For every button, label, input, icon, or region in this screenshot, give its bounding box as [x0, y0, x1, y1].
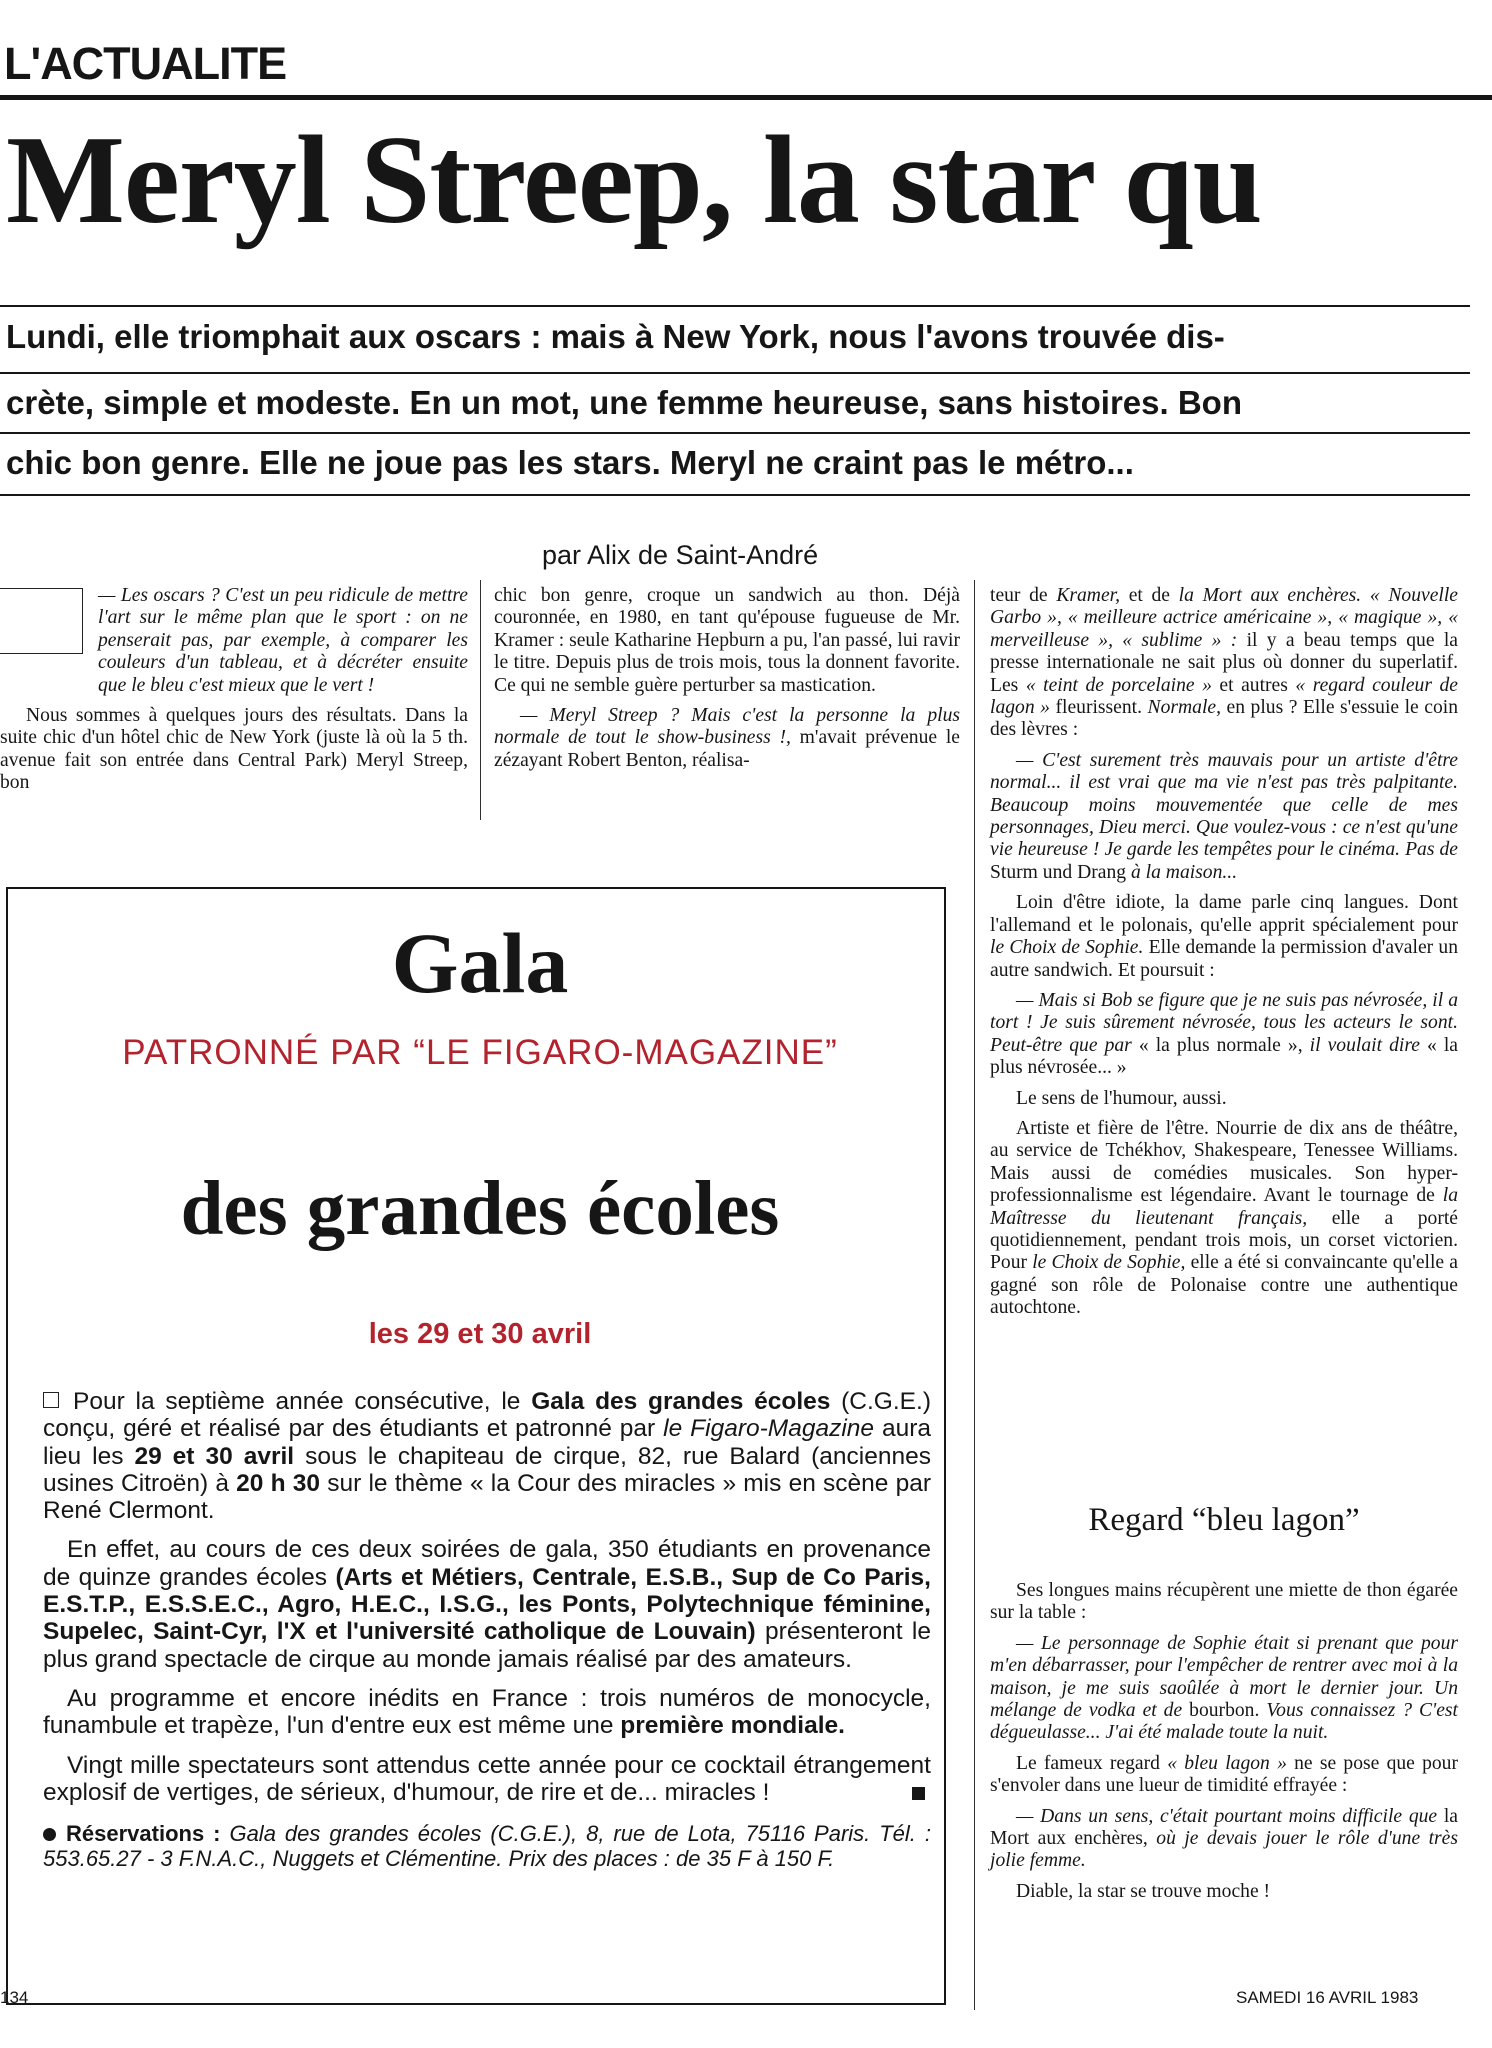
article-col2-p1: chic bon genre, croque un sandwich au thon. Déjà couronnée, en 1980, en tant qu'épouse fugueuse de Mr. Kramer : seule Katharine Hepburn a pu, l'an passé, lui ravir le titre. Depuis plus de trois mois, tous la donnent favorite. Ce qui ne semble guère perturber sa mastication. [494, 585, 960, 696]
article-col3-p3: Loin d'être idiote, la dame parle cinq langues. Dont l'allemand et le polonais, qu'elle apprit spécialement pour le Choix de Sophie. Elle demande la permission d'avaler un autre sandwich. Et poursuit : [990, 892, 1459, 981]
article-col3-p4: — Mais si Bob se figure que je ne suis pas névrosée, il a tort ! Je suis sûrement névrosée, tous les acteurs le sont. Peut-être que par « la plus normale », il voulait dire « la plus névrosée... » [990, 989, 1458, 1079]
gala-p2: En effet, au cours de ces deux soirées de gala, 350 étudiants en provenance de quinze grandes écoles (Arts et Métiers, Centrale, E.S.B., Sup de Co Paris, E.S.T.P., E.S.S.E.C., Agro, H.E.C., I.S.G., les Ponts, Polytechnique féminine, Supelec, Saint-Cyr, l'X et l'université catholique de Louvain) présenteront le plus grand spectacle de cirque au monde jamais réalisé par des amateurs. [43, 1536, 931, 1673]
article-col3b-p3: Le fameux regard « bleu lagon » ne se pose que pour s'envoler dans une lueur de timidité effrayée : [990, 1752, 1459, 1797]
open-square-icon [43, 1392, 59, 1408]
section-label: L'ACTUALITE [4, 38, 287, 89]
standfirst-rule-top [0, 305, 1470, 307]
standfirst-rule-bottom [0, 494, 1470, 496]
gala-p1: Pour la septième année consécutive, le Gala des grandes écoles (C.G.E.) conçu, géré et réalisé par des étudiants et patronné par le Figaro-Magazine aura lieu les 29 et 30 avril sous le chapiteau de cirque, 82, rue Balard (anciennes usines Citroën) à 20 h 30 sur le thème « la Cour des miracles » mis en scène par René Clermont. [43, 1388, 932, 1525]
gala-patron-line: PATRONNÉ PAR “LE FIGARO-MAGAZINE” [122, 1033, 838, 1072]
page-number: 134 [0, 1988, 29, 2007]
article-col3b-p5: Diable, la star se trouve moche ! [1016, 1880, 1271, 1902]
gala-dates: les 29 et 30 avril [368, 1318, 592, 1350]
gala-p4: Vingt mille spectateurs sont attendus cette année pour ce cocktail étrangement explosif de vertiges, de sérieux, d'humour, de rire et de... miracles ! [43, 1751, 931, 1806]
issue-date: SAMEDI 16 AVRIL 1983 [1236, 1988, 1419, 2007]
article-col1-p2: Nous sommes à quelques jours des résultats. Dans la suite chic d'un hôtel chic de New York (juste là où la 5 th. avenue fait son entrée dans Central Park) Meryl Streep, bon [0, 705, 468, 794]
article-column-2 [494, 585, 960, 772]
drop-cap-box [0, 588, 83, 654]
article-col3-p6: Artiste et fière de l'être. Nourrie de dix ans de théâtre, au service de Tchékhov, Shakespeare, Tenessee Williams. Mais aussi de comédies musicales. Son hyper-professionnalisme est légendaire. Avant le tournage de la Maîtresse du lieutenant français, elle a porté quotidiennement, pendant trois mois, un corset victorien. Pour le Choix de Sophie, elle a été si convaincante qu'elle a gagné son rôle de Polonaise contre une authentique autochtone. [990, 1117, 1458, 1319]
article-col3-p5: Le sens de l'humour, aussi. [1016, 1087, 1227, 1109]
headline: Meryl Streep, la star qu [6, 111, 1262, 250]
standfirst-line-2: crète, simple et modeste. En un mot, une femme heureuse, sans histoires. Bon [6, 384, 1243, 421]
article-col3b-p1: Ses longues mains récupèrent une miette de thon égarée sur la table : [990, 1580, 1458, 1624]
gala-p3: Au programme et encore inédits en France : trois numéros de monocycle, funambule et trapèze, l'un d'entre eux est même une première mondiale. [43, 1684, 931, 1740]
byline: par Alix de Saint-André [542, 540, 819, 570]
article-col3-p1: teur de Kramer, et de la Mort aux enchères. « Nouvelle Garbo », « meilleure actrice américaine », « magique », « merveilleuse », « sublime » : il y a beau temps que la presse internationale ne sait plus où donner du superlatif. Les « teint de porcelaine » et autres « regard couleur de lagon » fleurissent. Normale, en plus ? Elle s'essuie le coin des lèvres : [990, 585, 1458, 741]
article-col3b-p2: — Le personnage de Sophie était si prenant que pour m'en débarrasser, pour l'empêcher de rentrer avec moi à la maison, je me suis saoûlée à mort le dernier jour. Un mélange de vodka et de bourbon. Vous connaissez ? C'est dégueulasse... J'ai été malade toute la nuit. [990, 1632, 1458, 1744]
article-column-3-continued [990, 1580, 1458, 1903]
article-subhead: Regard “bleu lagon” [1088, 1502, 1360, 1538]
article-col3b-p4: — Dans un sens, c'était pourtant moins difficile que la Mort aux enchères, où je devais jouer le rôle d'une très jolie femme. [990, 1805, 1458, 1872]
article-column-3 [990, 585, 1458, 1320]
article-col3-p2: — C'est surement très mauvais pour un artiste d'être normal... il est vrai que ma vie n'est pas très palpitante. Beaucoup moins mouvementée que celle de mes personnages, Dieu merci. Que voulez-vous : ce n'est qu'une vie heureuse ! Je garde les tempêtes pour le cinéma. Pas de Sturm und Drang à la maison... [990, 749, 1458, 883]
gala-ecoles-title: des grandes écoles [180, 1165, 780, 1251]
article-col1-p1: — Les oscars ? C'est un peu ridicule de mettre l'art sur le même plan que le sport : on ne penserait pas, par exemple, à comparer les couleurs d'un tableau, et à décréter ensuite que le bleu c'est mieux que le vert ! [98, 585, 468, 696]
standfirst-line-1: Lundi, elle triomphait aux oscars : mais à New York, nous l'avons trouvée dis- [6, 318, 1225, 355]
end-mark-square-icon [912, 1787, 925, 1800]
gala-body [43, 1388, 931, 1871]
standfirst-rule-1 [0, 372, 1470, 374]
section-rule [0, 95, 1492, 100]
gala-title: Gala [391, 915, 569, 1011]
column-rule-2 [974, 580, 975, 2010]
column-rule-1 [480, 580, 481, 820]
bullet-dot-icon [43, 1828, 56, 1841]
standfirst-line-3: chic bon genre. Elle ne joue pas les stars. Meryl ne craint pas le métro... [6, 444, 1134, 481]
gala-reservations: Réservations : Gala des grandes écoles (C.G.E.), 8, rue de Lota, 75116 Paris. Tél. : 553.65.27 - 3 F.N.A.C., Nuggets et Clémentine. Prix des places : de 35 F à 150 F. [43, 1821, 931, 1871]
article-col2-p2: — Meryl Streep ? Mais c'est la personne la plus normale de tout le show-business !, m'avait prévenue le zézayant Robert Benton, réalisa- [494, 705, 960, 771]
standfirst-rule-2 [0, 432, 1470, 434]
